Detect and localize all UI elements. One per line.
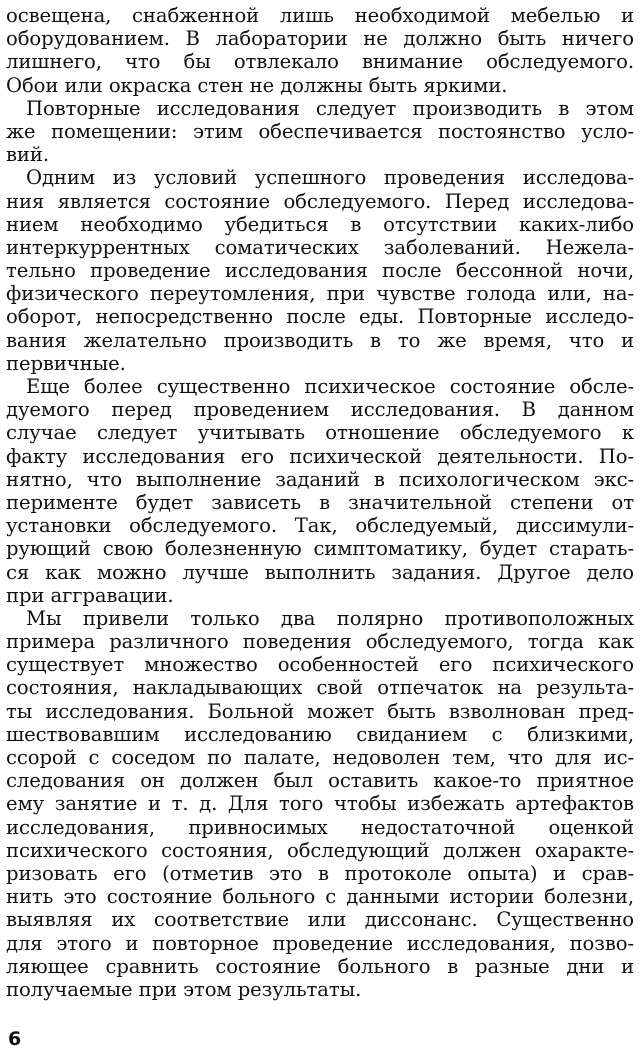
text-line: Еще более существенно психическое состояние обсле- [26, 375, 634, 398]
text-line: лишнего, что бы отвлекало внимание обследуемого. [6, 50, 634, 74]
text-line: следования он должен был оставить какое-то приятное [6, 769, 634, 793]
text-line: Одним из условий успешного проведения исследова- [26, 166, 634, 190]
text-line: вий. [6, 143, 49, 167]
text-line: примера различного поведения обследуемого, тогда как [6, 630, 634, 654]
text-line: оборот, непосредственно после еды. Повторные исследо- [6, 305, 634, 329]
text-line: случае следует учитывать отношение обследуемого к [6, 421, 634, 445]
text-line: Обои или окраска стен не должны быть яркими. [6, 73, 508, 97]
body-text [6, 4, 634, 1001]
text-line: выявляя их соответствие или диссонанс. Существенно [6, 908, 634, 932]
text-line: же помещении: этим обеспечивается постоянство усло- [6, 119, 634, 143]
text-line: нятно, что выполнение заданий в психологическом экс- [6, 467, 634, 491]
text-line: перименте будет зависеть в значительной степени от [6, 490, 634, 514]
text-line: факту исследования его психической деятельности. По- [6, 444, 634, 468]
text-line: ся как можно лучше выполнить задания. Другое дело [6, 560, 634, 584]
text-line: ризовать его (отметив это в протоколе опыта) и срав- [6, 861, 634, 885]
text-line: нием необходимо убедиться в отсутствии каких-либо [6, 212, 634, 236]
text-line: тельно проведение исследования после бессонной ночи, [6, 259, 634, 283]
text-line: ты исследования. Больной может быть взволнован пред- [6, 699, 634, 723]
text-line: при аггравации. [6, 583, 174, 607]
text-line: ния является состояние обследуемого. Перед исследова- [6, 189, 634, 213]
text-line: Повторные исследования следует производить в этом [26, 96, 634, 120]
text-line: интеркуррентных соматических заболеваний. Нежела- [6, 235, 634, 259]
text-line: вания желательно производить в то же время, что и [6, 328, 634, 352]
text-line: ссорой с соседом по палате, недоволен тем, что для ис- [6, 746, 634, 769]
text-line: дуемого перед проведением исследования. В данном [6, 398, 634, 422]
text-line: физического переутомления, при чувстве голода или, на- [6, 282, 634, 306]
text-line: нить это состояние больного с данными истории болезни, [6, 885, 634, 909]
text-line: шествовавшим исследованию свиданием с близкими, [6, 722, 634, 746]
text-line: ему занятие и т. д. Для того чтобы избежать артефактов [6, 792, 634, 816]
text-line: освещена, снабженной лишь необходимой мебелью и [6, 4, 634, 27]
text-line: установки обследуемого. Так, обследуемый, диссимули- [6, 514, 634, 538]
text-line: получаемые при этом результаты. [6, 977, 362, 1001]
text-line: Мы привели только два полярно противоположных [26, 606, 634, 630]
text-line: ляющее сравнить состояние больного в разные дни и [6, 954, 634, 978]
text-line: психического состояния, обследующий должен охаракте- [6, 838, 634, 862]
text-line: оборудованием. В лаборатории не должно быть ничего [6, 27, 634, 51]
text-line: для этого и повторное проведение исследования, позво- [6, 931, 634, 955]
text-line: состояния, накладывающих свой отпечаток на результа- [6, 676, 634, 700]
text-line: существует множество особенностей его психического [6, 653, 634, 677]
page-number: 6 [8, 1028, 22, 1050]
text-line: рующий свою болезненную симптоматику, будет старать- [6, 537, 634, 561]
text-line: первичные. [6, 351, 126, 375]
text-line: исследования, привносимых недостаточной оценкой [6, 815, 634, 839]
